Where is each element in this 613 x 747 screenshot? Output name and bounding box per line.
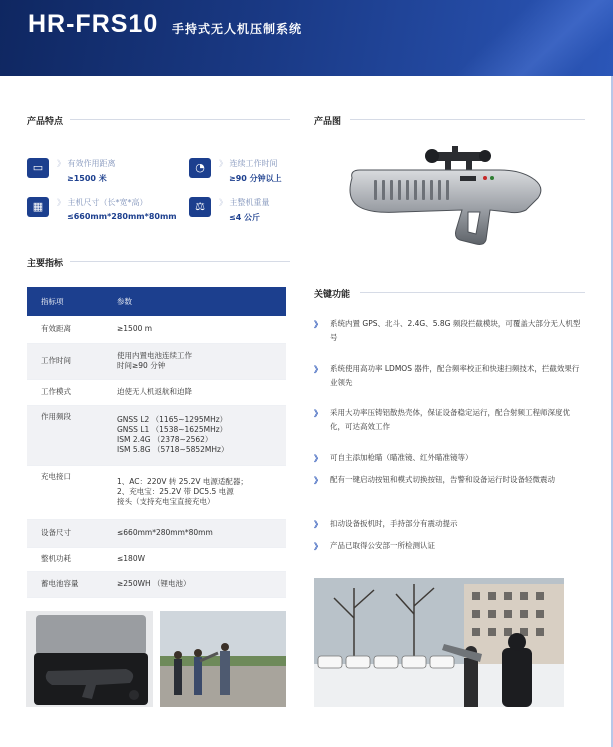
snow-deployment-photo	[314, 578, 564, 707]
weight-icon: ⚖	[189, 197, 211, 217]
table-row	[27, 316, 286, 343]
arrow-icon: 》	[314, 320, 322, 329]
spec-value: 1、AC：220V 转 25.2V 电源适配器； 2、充电宝：25.2V 带 DC5.5 电源 接头（支持充电宝直接充电）	[111, 465, 286, 519]
spec-value: ≥1500 m	[111, 316, 286, 343]
spec-table	[27, 287, 286, 598]
function-text: 配有一键启动按钮和模式切换按钮，告警和设备运行时设备轻微震动	[330, 475, 555, 484]
function-item	[314, 362, 584, 391]
feature-label: 有效作用距离	[67, 159, 116, 168]
spec-name: 蓄电池容量	[27, 571, 111, 597]
spec-value: 迫使无人机返航和迫降	[111, 379, 286, 405]
arrow-icon: 》	[314, 542, 322, 551]
function-item	[314, 406, 584, 435]
table-row	[27, 379, 286, 405]
jammer-gun-image	[340, 140, 550, 250]
distance-icon: ▭	[27, 158, 49, 178]
feature-value: ≤660mm*280mm*80mm	[67, 212, 177, 221]
function-text: 可自主添加枪瞄（瞄准镜、红外瞄准镜等）	[330, 453, 473, 462]
section-title-specs: 主要指标	[27, 259, 64, 269]
feature-label: 主机尺寸（长*宽*高）	[67, 198, 148, 207]
header-decoration	[350, 0, 613, 76]
feature-distance: ▭ 》 有效作用距离 ≥1500 米	[27, 158, 177, 188]
spec-name: 设备尺寸	[27, 519, 111, 547]
section-title-functions: 关键功能	[314, 290, 351, 300]
spec-name: 工作模式	[27, 379, 111, 405]
arrow-icon: 》	[314, 520, 322, 529]
function-text: 系统内置 GPS、北斗、2.4G、5.8G 频段拦截模块，可覆盖大部分无人机型号	[330, 319, 581, 343]
feature-label: 主整机重量	[229, 198, 270, 207]
product-subtitle: 手持式无人机压制系统	[172, 22, 303, 36]
column-header-item: 指标项	[27, 287, 111, 316]
section-divider	[70, 119, 290, 120]
arrow-icon: 》	[314, 365, 322, 374]
spec-name: 整机功耗	[27, 547, 111, 571]
section-divider	[350, 119, 585, 120]
table-row	[27, 405, 286, 465]
function-item	[314, 451, 584, 465]
section-divider	[70, 261, 290, 262]
table-header-row	[27, 287, 286, 316]
function-text: 产品已取得公安部一所检测认证	[330, 541, 435, 550]
function-item	[314, 517, 584, 531]
function-text: 扣动设备扳机时，手持部分有震动提示	[330, 519, 458, 528]
carry-case-photo	[26, 611, 153, 707]
feature-value: ≥90 分钟以上	[229, 174, 282, 183]
table-row	[27, 343, 286, 379]
column-header-param: 参数	[111, 287, 286, 316]
spec-value: ≤180W	[111, 547, 286, 571]
spec-name: 充电接口	[27, 465, 111, 519]
section-divider	[360, 292, 585, 293]
spec-value: ≤660mm*280mm*80mm	[111, 519, 286, 547]
arrow-icon: 》	[314, 454, 322, 463]
spec-value: ≥250WH （锂电池）	[111, 571, 286, 597]
function-text: 采用大功率压铸铝散热壳体，保证设备稳定运行，配合射频工程师深度优化，可达高效工作	[330, 408, 570, 432]
feature-size: ▦ 》 主机尺寸（长*宽*高） ≤660mm*280mm*80mm	[27, 197, 187, 227]
feature-value: ≤4 公斤	[229, 213, 261, 222]
function-item	[314, 473, 584, 487]
feature-value: ≥1500 米	[67, 174, 107, 183]
spec-name: 作用频段	[27, 405, 111, 465]
feature-label: 连续工作时间	[229, 159, 278, 168]
feature-runtime: ◔ 》 连续工作时间 ≥90 分钟以上	[189, 158, 299, 188]
spec-value: GNSS L2 （1165~1295MHz） GNSS L1 （1538~1625MHz） ISM 2.4G （2378~2562） ISM 5.8G （5718~5852MHz）	[111, 405, 286, 465]
section-title-product-image: 产品图	[314, 117, 342, 127]
ruler-icon: ▦	[27, 197, 49, 217]
clock-icon: ◔	[189, 158, 211, 178]
spec-name: 工作时间	[27, 343, 111, 379]
table-row	[27, 519, 286, 547]
table-row	[27, 465, 286, 519]
arrow-icon: 》	[314, 476, 322, 485]
product-model: HR-FRS10	[28, 10, 159, 38]
spec-value: 使用内置电池连续工作 时间≥90 分钟	[111, 343, 286, 379]
arrow-icon: 》	[314, 409, 322, 418]
table-row	[27, 571, 286, 597]
spec-name: 有效距离	[27, 316, 111, 343]
section-title-features: 产品特点	[27, 117, 64, 127]
feature-weight: ⚖ 》 主整机重量 ≤4 公斤	[189, 197, 299, 227]
header-banner	[0, 0, 613, 76]
table-row	[27, 547, 286, 571]
field-test-photo	[160, 611, 286, 707]
function-item	[314, 317, 584, 346]
function-item	[314, 539, 584, 553]
function-text: 系统使用高功率 LDMOS 器件，配合频率校正和快速扫频技术，拦截效果行业领先	[330, 364, 580, 388]
